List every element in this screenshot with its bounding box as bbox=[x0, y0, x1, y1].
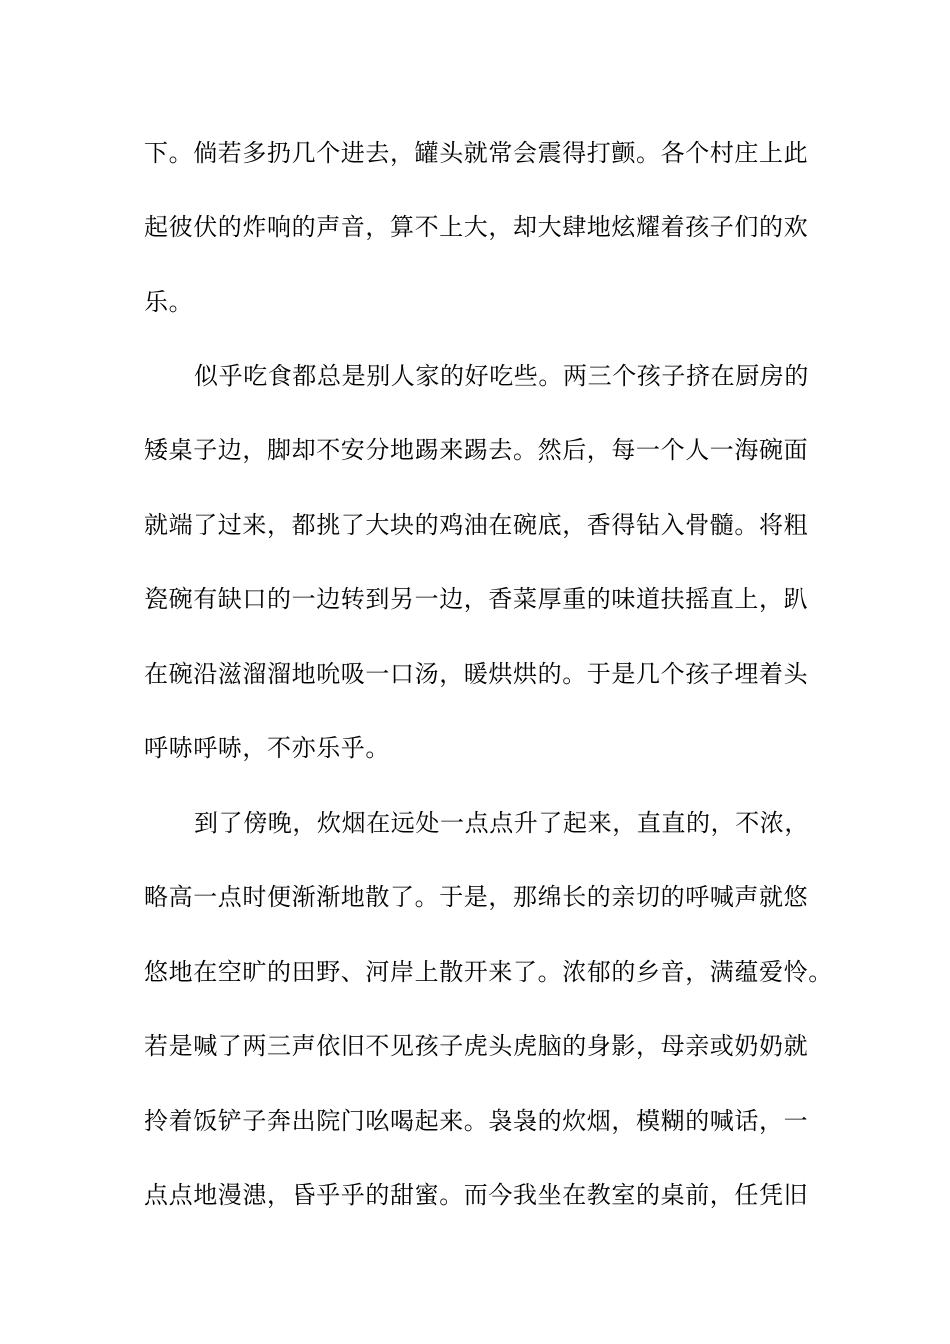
text-line: 矮桌子边，脚却不安分地踢来踢去。然后，每一个人一海碗面 bbox=[144, 436, 809, 464]
text-line: 拎着饭铲子奔出院门吆喝起来。袅袅的炊烟，模糊的喊话，一 bbox=[144, 1107, 809, 1135]
text-line: 就端了过来，都挑了大块的鸡油在碗底，香得钻入骨髓。将粗 bbox=[144, 511, 809, 539]
text-line: 悠地在空旷的田野、河岸上散开来了。浓郁的乡音，满蕴爱怜。 bbox=[144, 958, 833, 986]
text-line: 点点地漫漶，昏乎乎的甜蜜。而今我坐在教室的桌前，任凭旧 bbox=[144, 1181, 809, 1209]
text-line: 呼哧呼哧，不亦乐乎。 bbox=[144, 734, 390, 762]
paragraph-first-line: 似乎吃食都总是别人家的好吃些。两三个孩子挤在厨房的 bbox=[194, 362, 809, 390]
text-line: 起彼伏的炸响的声音，算不上大，却大肆地炫耀着孩子们的欢 bbox=[144, 213, 809, 241]
text-line: 若是喊了两三声依旧不见孩子虎头虎脑的身影，母亲或奶奶就 bbox=[144, 1032, 809, 1060]
text-line: 略高一点时便渐渐地散了。于是，那绵长的亲切的呼喊声就悠 bbox=[144, 883, 809, 911]
text-line: 下。倘若多扔几个进去，罐头就常会震得打颤。各个村庄上此 bbox=[144, 139, 809, 167]
text-line: 乐。 bbox=[144, 288, 194, 316]
text-line: 在碗沿滋溜溜地吮吸一口汤，暖烘烘的。于是几个孩子埋着头 bbox=[144, 660, 809, 688]
text-line: 瓷碗有缺口的一边转到另一边，香菜厚重的味道扶摇直上，趴 bbox=[144, 585, 809, 613]
paragraph-first-line: 到了傍晚，炊烟在远处一点点升了起来，直直的，不浓， bbox=[194, 809, 809, 837]
